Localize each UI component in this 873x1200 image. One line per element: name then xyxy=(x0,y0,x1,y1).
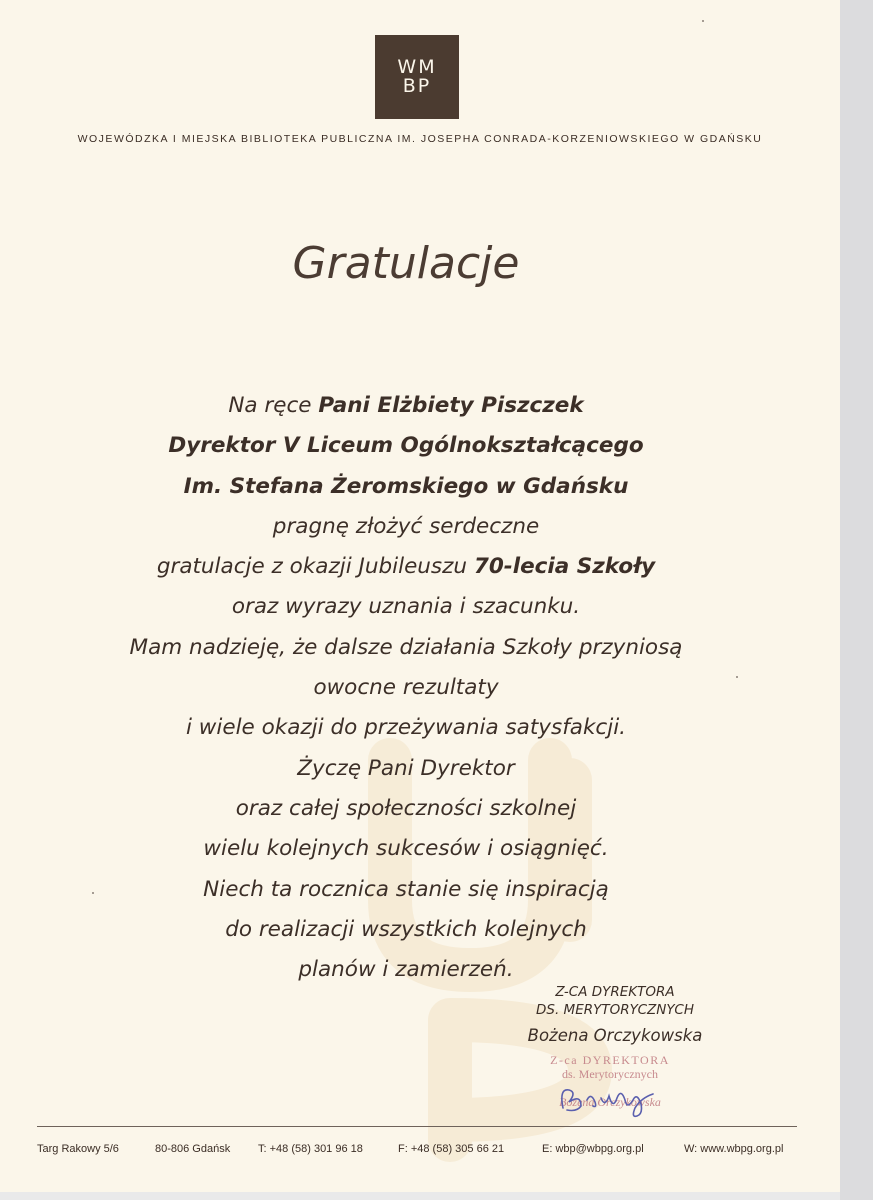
footer-phone: T: +48 (58) 301 96 18 xyxy=(258,1143,363,1155)
signature-block xyxy=(515,983,715,1049)
footer-postal: 80-806 Gdańsk xyxy=(155,1143,231,1155)
recipient-name: Pani Elżbiety Piszczek xyxy=(318,393,584,418)
body-line-7: Mam nadzieję, że dalsze działania Szkoły przyniosą xyxy=(129,634,683,660)
stamp-role-1: Z-ca DYREKTORA xyxy=(550,1053,670,1067)
paper-speck xyxy=(702,20,704,22)
letter-body xyxy=(0,386,812,990)
signature-role-1: Z-CA DYREKTORA xyxy=(555,984,675,1000)
library-logo xyxy=(375,35,459,119)
body-line-4: pragnę złożyć serdeczne xyxy=(272,513,540,539)
body-line-10: Życzę Pani Dyrektor xyxy=(297,755,515,781)
body-line-11: oraz całej społeczności szkolnej xyxy=(235,795,577,821)
letter-title: Gratulacje xyxy=(292,238,520,289)
footer-divider xyxy=(37,1126,797,1127)
footer-address: Targ Rakowy 5/6 xyxy=(37,1143,119,1155)
body-line-6: oraz wyrazy uznania i szacunku. xyxy=(231,594,581,620)
library-name: WOJEWÓDZKA I MIEJSKA BIBLIOTEKA PUBLICZNA IM. JOSEPHA CONRADA-KORZENIOWSKIEGO W GDAŃSKU xyxy=(77,133,763,145)
footer-email[interactable]: E: wbp@wbpg.org.pl xyxy=(542,1143,644,1155)
body-line-8: owocne rezultaty xyxy=(313,675,499,701)
signature-role-2: DS. MERYTORYCZNYCH xyxy=(536,1002,694,1018)
paper-speck xyxy=(92,892,94,894)
jubilee-highlight: 70-lecia Szkoły xyxy=(473,554,656,580)
body-line-3: Im. Stefana Żeromskiego w Gdańsku xyxy=(183,473,629,499)
stamp-name: Bożena Orczykowska xyxy=(559,1095,661,1109)
body-line-13: Niech ta rocznica stanie się inspiracją xyxy=(203,876,609,902)
handwritten-signature xyxy=(555,1080,665,1120)
footer-website[interactable]: W: www.wbpg.org.pl xyxy=(684,1143,784,1155)
paper-speck xyxy=(736,676,738,678)
body-line-9: i wiele okazji do przeżywania satysfakcji. xyxy=(185,715,626,741)
body-line-1: Na ręce Pani Elżbiety Piszczek xyxy=(228,393,584,418)
logo-text-top: WM xyxy=(397,56,437,78)
body-line-2: Dyrektor V Liceum Ogólnokształcącego xyxy=(168,433,644,459)
logo-text-bottom: BP xyxy=(402,75,432,97)
stamp-role-2: ds. Merytorycznych xyxy=(562,1067,658,1081)
signature-name: Bożena Orczykowska xyxy=(527,1026,703,1045)
footer-fax: F: +48 (58) 305 66 21 xyxy=(398,1143,505,1155)
body-line-14: do realizacji wszystkich kolejnych xyxy=(225,916,587,942)
body-line-12: wielu kolejnych sukcesów i osiągnięć. xyxy=(203,836,609,862)
scan-edge xyxy=(840,0,873,1200)
body-line-5: gratulacje z okazji Jubileuszu 70-lecia Szkoły xyxy=(156,554,656,580)
body-line-15: planów i zamierzeń. xyxy=(298,957,514,983)
